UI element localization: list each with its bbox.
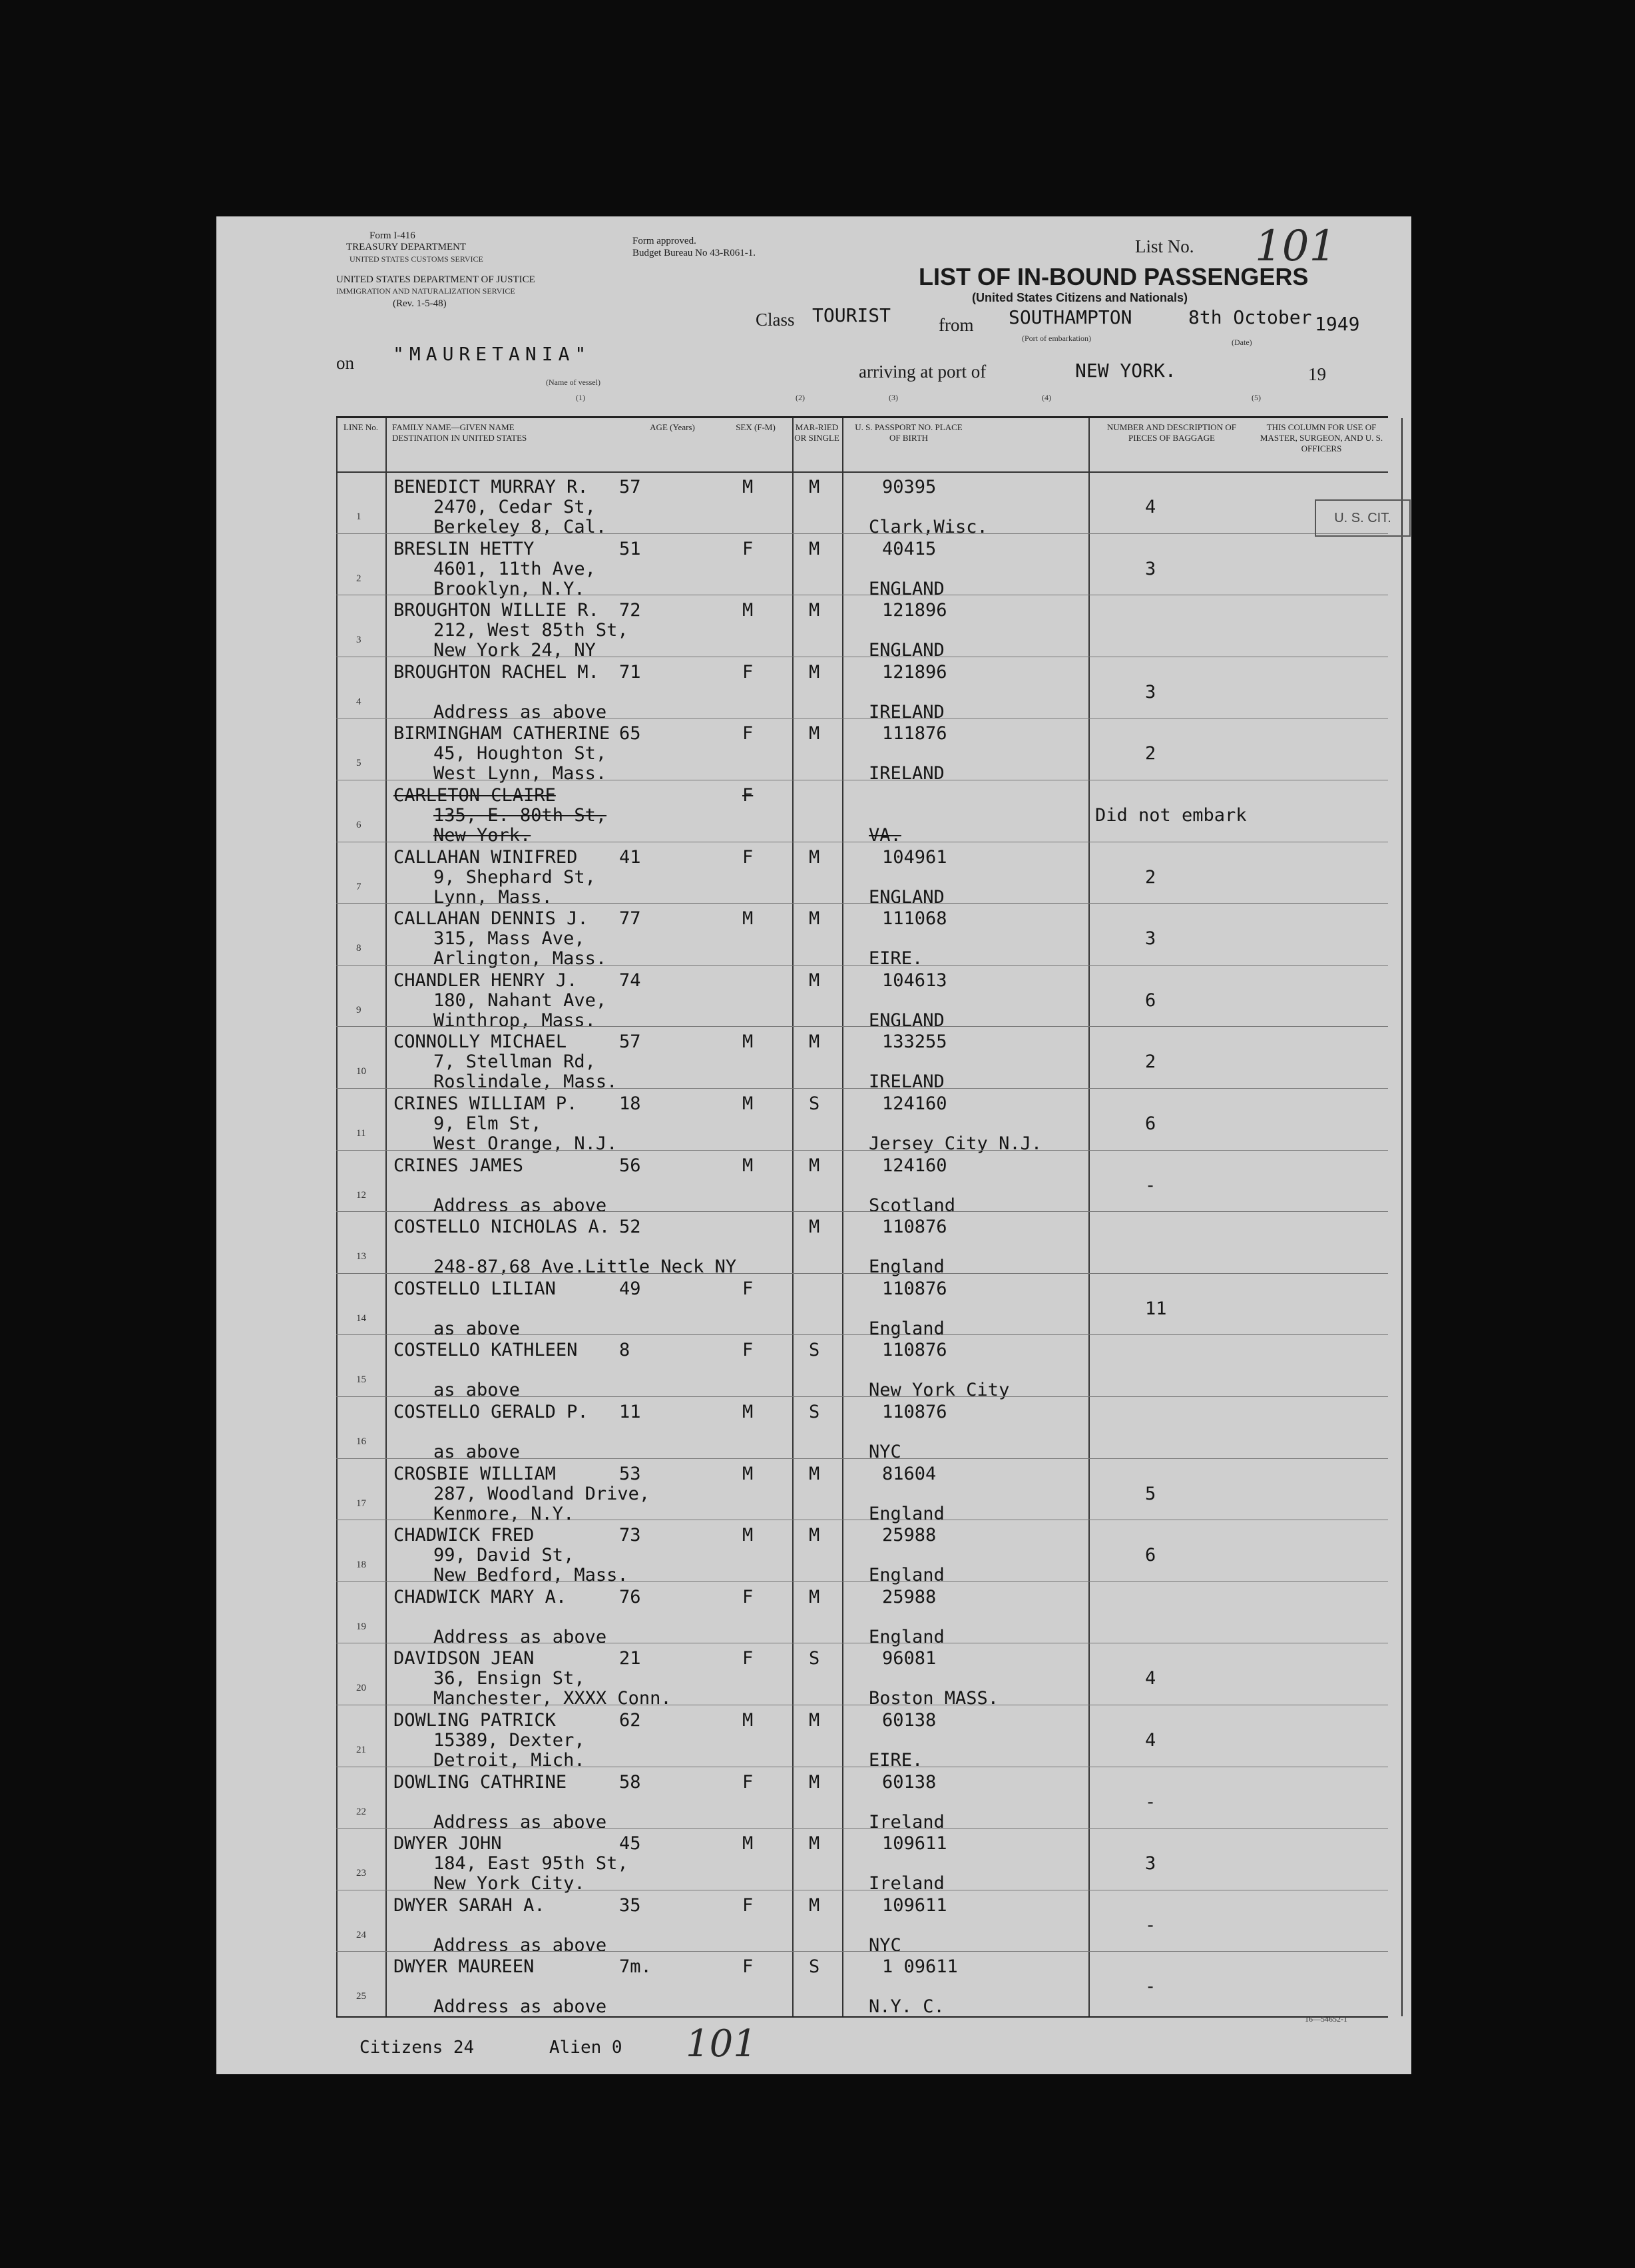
- document-subtitle: (United States Citizens and Nationals): [972, 291, 1188, 304]
- age-value: 73: [619, 1525, 641, 1546]
- marital-status: M: [809, 1586, 820, 1607]
- baggage-count: 2: [1145, 866, 1156, 888]
- address-line: 15389, Dexter,: [433, 1730, 585, 1751]
- address-line: 7, Stellman Rd,: [433, 1051, 596, 1073]
- marital-status: S: [809, 1648, 820, 1669]
- line-number: 13: [356, 1251, 366, 1263]
- passport-number: 111068: [882, 908, 947, 930]
- sex-value: F: [742, 785, 754, 806]
- passenger-name: CALLAHAN WINIFRED: [393, 846, 578, 868]
- address-line: 184, East 95th St,: [433, 1853, 628, 1874]
- age-value: 53: [619, 1463, 641, 1484]
- place-of-birth: Jersey City N.J.: [869, 1133, 1043, 1154]
- sex-value: F: [742, 846, 754, 868]
- address-line: Address as above: [433, 1934, 607, 1956]
- address-line: Address as above: [433, 701, 607, 722]
- place-of-birth: ENGLAND: [869, 640, 945, 661]
- from-label: from: [939, 315, 974, 335]
- column-number: (1): [576, 393, 585, 402]
- place-of-birth: Ireland: [869, 1811, 945, 1833]
- address-line: as above: [433, 1318, 521, 1339]
- age-value: 56: [619, 1155, 641, 1176]
- marital-status: M: [809, 723, 820, 744]
- passenger-name: DOWLING CATHRINE: [393, 1771, 567, 1793]
- sex-value: F: [742, 538, 754, 559]
- age-value: 11: [619, 1402, 641, 1422]
- place-of-birth: N.Y. C.: [869, 1996, 945, 2018]
- address-line: 9, Elm St,: [433, 1113, 542, 1134]
- line-number: 4: [356, 696, 361, 707]
- address-line: as above: [433, 1442, 521, 1462]
- marital-status: S: [809, 1402, 820, 1422]
- marital-status: M: [809, 661, 820, 683]
- baggage-count: 2: [1145, 1051, 1156, 1073]
- place-of-birth: NYC: [869, 1934, 901, 1956]
- passenger-name: COSTELLO NICHOLAS A.: [393, 1217, 610, 1238]
- passport-number: 110876: [882, 1278, 947, 1299]
- baggage-count: 6: [1145, 1545, 1156, 1566]
- passport-number: 110876: [882, 1340, 947, 1361]
- line-number: 2: [356, 573, 361, 584]
- sex-value: F: [742, 1278, 754, 1299]
- list-label: List No.: [1135, 236, 1194, 256]
- age-value: 41: [619, 846, 641, 868]
- date-caption: (Date): [1232, 338, 1252, 347]
- form-approved: Form approved.: [632, 236, 696, 246]
- sex-value: M: [742, 1031, 754, 1053]
- handwritten-list-number: 101: [686, 2022, 757, 2066]
- passenger-name: CHADWICK MARY A.: [393, 1586, 567, 1607]
- marital-status: M: [809, 1155, 820, 1176]
- ins-service: IMMIGRATION AND NATURALIZATION SERVICE: [336, 286, 515, 296]
- marital-status: S: [809, 1956, 820, 1978]
- form-number: Form I-416: [369, 230, 415, 241]
- header-name: FAMILY NAME—GIVEN NAME DESTINATION IN UNITED STATES: [392, 422, 527, 443]
- baggage-count: 4: [1145, 1668, 1156, 1689]
- age-value: 57: [619, 477, 641, 497]
- header-passport: U. S. PASSPORT NO. PLACE OF BIRTH: [855, 422, 963, 443]
- passport-number: 124160: [882, 1093, 947, 1114]
- line-number: 11: [356, 1128, 366, 1139]
- sex-value: M: [742, 908, 754, 930]
- place-of-birth: New York City: [869, 1380, 1010, 1401]
- age-value: 58: [619, 1771, 641, 1793]
- place-of-birth: IRELAND: [869, 1071, 945, 1093]
- marital-status: M: [809, 1710, 820, 1731]
- age-value: 62: [619, 1710, 641, 1731]
- port-caption: (Port of embarkation): [1022, 334, 1091, 343]
- baggage-count: 3: [1145, 681, 1156, 703]
- arrival-year: 19: [1308, 364, 1326, 384]
- marital-status: M: [809, 846, 820, 868]
- port-of-embarkation: SOUTHAMPTON: [1009, 306, 1132, 328]
- sex-value: F: [742, 1894, 754, 1916]
- passenger-name: CARLETON CLAIRE: [393, 785, 556, 806]
- age-value: 21: [619, 1648, 641, 1669]
- age-value: 71: [619, 661, 641, 683]
- place-of-birth: Boston MASS.: [869, 1688, 999, 1709]
- place-of-birth: ENGLAND: [869, 578, 945, 599]
- address-line: Winthrop, Mass.: [433, 1009, 596, 1031]
- age-value: 45: [619, 1833, 641, 1854]
- baggage-count: -: [1145, 1791, 1156, 1813]
- budget-bureau: Budget Bureau No 43-R061-1.: [632, 248, 756, 258]
- place-of-birth: IRELAND: [869, 763, 945, 784]
- passport-number: 25988: [882, 1586, 937, 1607]
- passport-number: 121896: [882, 661, 947, 683]
- marital-status: M: [809, 538, 820, 559]
- line-number: 19: [356, 1621, 366, 1632]
- place-of-birth: Ireland: [869, 1873, 945, 1894]
- passport-number: 110876: [882, 1402, 947, 1422]
- address-line: 315, Mass Ave,: [433, 928, 585, 950]
- marital-status: M: [809, 477, 820, 497]
- age-value: 7m.: [619, 1956, 652, 1978]
- passport-number: 60138: [882, 1771, 937, 1793]
- passenger-table: [336, 416, 1388, 2018]
- place-of-birth: NYC: [869, 1442, 901, 1462]
- line-number: 18: [356, 1559, 366, 1571]
- passenger-name: BENEDICT MURRAY R.: [393, 477, 588, 497]
- address-line: West Orange, N.J.: [433, 1133, 618, 1154]
- sex-value: M: [742, 1525, 754, 1546]
- passenger-name: CHANDLER HENRY J.: [393, 970, 578, 991]
- baggage-count: 6: [1145, 1113, 1156, 1134]
- address-line: New Bedford, Mass.: [433, 1565, 628, 1586]
- address-line: 4601, 11th Ave,: [433, 558, 596, 579]
- place-of-birth: England: [869, 1626, 945, 1647]
- sex-value: M: [742, 1710, 754, 1731]
- us-citizen-stamp: U. S. CIT.: [1315, 499, 1411, 537]
- age-value: 65: [619, 723, 641, 744]
- age-value: 77: [619, 908, 641, 930]
- passport-number: 96081: [882, 1648, 937, 1669]
- line-number: 12: [356, 1189, 366, 1201]
- passenger-name: COSTELLO LILIAN: [393, 1278, 556, 1299]
- passport-number: 40415: [882, 538, 937, 559]
- address-line: 180, Nahant Ave,: [433, 990, 607, 1011]
- age-value: 51: [619, 538, 641, 559]
- line-number: 23: [356, 1868, 366, 1879]
- class-value: TOURIST: [812, 304, 891, 326]
- address-line: 45, Houghton St,: [433, 743, 607, 764]
- marital-status: M: [809, 1217, 820, 1238]
- baggage-count: -: [1145, 1914, 1156, 1936]
- address-line: Detroit, Mich.: [433, 1750, 585, 1771]
- sex-value: F: [742, 1586, 754, 1607]
- passport-number: 110876: [882, 1217, 947, 1238]
- address-line: New York City.: [433, 1873, 585, 1894]
- address-line: Lynn, Mass.: [433, 886, 553, 908]
- age-value: 72: [619, 600, 641, 621]
- place-of-birth: ENGLAND: [869, 1009, 945, 1031]
- address-line: New York 24, NY: [433, 640, 596, 661]
- passenger-name: CALLAHAN DENNIS J.: [393, 908, 588, 930]
- line-number: 8: [356, 943, 361, 954]
- passenger-name: DWYER SARAH A.: [393, 1894, 545, 1916]
- on-label: on: [336, 353, 354, 373]
- passenger-name: BROUGHTON WILLIE R.: [393, 600, 599, 621]
- line-number: 10: [356, 1066, 366, 1077]
- address-line: Brooklyn, N.Y.: [433, 578, 585, 599]
- place-of-birth: England: [869, 1503, 945, 1524]
- place-of-birth: EIRE.: [869, 948, 923, 970]
- passport-number: 104613: [882, 970, 947, 991]
- age-value: 35: [619, 1894, 641, 1916]
- column-number: (2): [796, 393, 805, 402]
- passenger-name: CONNOLLY MICHAEL: [393, 1031, 567, 1053]
- list-number: 101: [1255, 222, 1337, 271]
- sex-value: M: [742, 1093, 754, 1114]
- sex-value: M: [742, 477, 754, 497]
- line-number: 5: [356, 758, 361, 769]
- address-line: 36, Ensign St,: [433, 1668, 585, 1689]
- line-number: 16: [356, 1436, 366, 1447]
- baggage-count: 11: [1145, 1298, 1167, 1319]
- document-title: LIST OF IN-BOUND PASSENGERS: [919, 263, 1309, 290]
- marital-status: M: [809, 970, 820, 991]
- age-value: 76: [619, 1586, 641, 1607]
- sex-value: M: [742, 600, 754, 621]
- marital-status: S: [809, 1340, 820, 1361]
- passport-number: 60138: [882, 1710, 937, 1731]
- line-number: 9: [356, 1004, 361, 1015]
- marital-status: M: [809, 600, 820, 621]
- passenger-name: BRESLIN HETTY: [393, 538, 535, 559]
- passenger-name: DWYER JOHN: [393, 1833, 502, 1854]
- header-officers: THIS COLUMN FOR USE OF MASTER, SURGEON, AND U. S. OFFICERS: [1260, 422, 1383, 453]
- sex-value: F: [742, 723, 754, 744]
- place-of-birth: IRELAND: [869, 701, 945, 722]
- column-number: (5): [1252, 393, 1261, 402]
- citizens-count: Citizens 24: [359, 2038, 475, 2058]
- baggage-count: 2: [1145, 743, 1156, 764]
- address-line: 135, E. 80th St,: [433, 805, 607, 826]
- place-of-birth: England: [869, 1318, 945, 1339]
- arrival-port: NEW YORK.: [1075, 360, 1176, 382]
- line-number: 3: [356, 635, 361, 646]
- baggage-count: 4: [1145, 497, 1156, 517]
- address-line: 9, Shephard St,: [433, 866, 596, 888]
- age-value: 74: [619, 970, 641, 991]
- place-of-birth: EIRE.: [869, 1750, 923, 1771]
- line-number: 20: [356, 1683, 366, 1694]
- line-number: 21: [356, 1745, 366, 1755]
- marital-status: M: [809, 1525, 820, 1546]
- treasury-dept: TREASURY DEPARTMENT: [346, 242, 467, 252]
- age-value: 49: [619, 1278, 641, 1299]
- passport-number: 124160: [882, 1155, 947, 1176]
- address-line: Arlington, Mass.: [433, 948, 607, 970]
- passport-number: 104961: [882, 846, 947, 868]
- baggage-count: 5: [1145, 1483, 1156, 1504]
- passport-number: 25988: [882, 1525, 937, 1546]
- passport-number: 121896: [882, 600, 947, 621]
- passport-number: 133255: [882, 1031, 947, 1053]
- baggage-count: 3: [1145, 1853, 1156, 1874]
- header-sex: SEX (F-M): [736, 422, 776, 432]
- passenger-name: COSTELLO GERALD P.: [393, 1402, 588, 1422]
- sex-value: M: [742, 1833, 754, 1854]
- address-line: Kenmore, N.Y.: [433, 1503, 575, 1524]
- passenger-name: BROUGHTON RACHEL M.: [393, 661, 599, 683]
- address-line: 212, West 85th St,: [433, 620, 628, 641]
- address-line: 2470, Cedar St,: [433, 497, 596, 517]
- class-label: Class: [756, 310, 795, 330]
- address-line: Roslindale, Mass.: [433, 1071, 618, 1093]
- sex-value: F: [742, 1771, 754, 1793]
- vessel-name: "MAURETANIA": [393, 343, 592, 365]
- sex-value: F: [742, 1648, 754, 1669]
- address-line: Address as above: [433, 1811, 607, 1833]
- sex-value: F: [742, 1340, 754, 1361]
- revision: (Rev. 1-5-48): [393, 298, 447, 309]
- baggage-count: -: [1145, 1976, 1156, 1998]
- sex-value: M: [742, 1155, 754, 1176]
- header-line-no: LINE No.: [344, 422, 378, 432]
- address-line: Address as above: [433, 1195, 607, 1216]
- baggage-count: 3: [1145, 928, 1156, 950]
- embark-year: 1949: [1315, 313, 1360, 335]
- address-line: 248-87,68 Ave.Little Neck NY: [433, 1257, 737, 1278]
- alien-count: Alien 0: [549, 2038, 622, 2058]
- place-of-birth: VA.: [869, 825, 901, 846]
- baggage-count: 6: [1145, 990, 1156, 1011]
- line-number: 15: [356, 1374, 366, 1386]
- address-line: New York.: [433, 825, 531, 846]
- address-line: 287, Woodland Drive,: [433, 1483, 650, 1504]
- passenger-name: BIRMINGHAM CATHERINE: [393, 723, 610, 744]
- passenger-name: CHADWICK FRED: [393, 1525, 535, 1546]
- sex-value: M: [742, 1402, 754, 1422]
- age-value: 52: [619, 1217, 641, 1238]
- passport-number: 1 09611: [882, 1956, 958, 1978]
- sex-value: M: [742, 1463, 754, 1484]
- passenger-name: CROSBIE WILLIAM: [393, 1463, 556, 1484]
- address-line: Address as above: [433, 1996, 607, 2018]
- passport-number: 81604: [882, 1463, 937, 1484]
- marital-status: M: [809, 1031, 820, 1053]
- passenger-name: COSTELLO KATHLEEN: [393, 1340, 578, 1361]
- passport-number: 111876: [882, 723, 947, 744]
- place-of-birth: England: [869, 1565, 945, 1586]
- passenger-name: CRINES JAMES: [393, 1155, 524, 1176]
- sex-value: F: [742, 1956, 754, 1978]
- marital-status: M: [809, 1771, 820, 1793]
- header-married: MAR-RIED OR SINGLE: [794, 422, 839, 443]
- address-line: Berkeley 8, Cal.: [433, 517, 607, 537]
- address-line: as above: [433, 1380, 521, 1401]
- line-number: 1: [356, 511, 361, 522]
- justice-dept: UNITED STATES DEPARTMENT OF JUSTICE: [336, 274, 535, 285]
- line-number: 25: [356, 1991, 366, 2002]
- age-value: 57: [619, 1031, 641, 1053]
- passport-number: 109611: [882, 1894, 947, 1916]
- address-line: 99, David St,: [433, 1545, 575, 1566]
- passenger-name: DOWLING PATRICK: [393, 1710, 556, 1731]
- line-number: 24: [356, 1929, 366, 1940]
- address-line: Manchester, XXXX Conn.: [433, 1688, 672, 1709]
- column-number: (4): [1042, 393, 1051, 402]
- manifest-sheet: [216, 216, 1411, 2074]
- column-number: (3): [889, 393, 898, 402]
- passport-number: 90395: [882, 477, 937, 497]
- line-number: 22: [356, 1806, 366, 1817]
- sex-value: F: [742, 661, 754, 683]
- line-number: 17: [356, 1498, 366, 1509]
- line-number: 6: [356, 820, 361, 830]
- baggage-count: Did not embark: [1095, 805, 1247, 826]
- passenger-name: DWYER MAUREEN: [393, 1956, 535, 1978]
- place-of-birth: Scotland: [869, 1195, 956, 1216]
- place-of-birth: England: [869, 1257, 945, 1278]
- customs-service: UNITED STATES CUSTOMS SERVICE: [350, 254, 483, 264]
- footer-form-number: 16—54652-1: [1305, 2014, 1347, 2024]
- marital-status: M: [809, 1463, 820, 1484]
- place-of-birth: Clark,Wisc.: [869, 517, 988, 537]
- marital-status: M: [809, 1894, 820, 1916]
- passport-number: 109611: [882, 1833, 947, 1854]
- address-line: West Lynn, Mass.: [433, 763, 607, 784]
- header-baggage: NUMBER AND DESCRIPTION OF PIECES OF BAGGAGE: [1107, 422, 1236, 443]
- header-age: AGE (Years): [650, 422, 695, 432]
- age-value: 18: [619, 1093, 641, 1114]
- line-number: 14: [356, 1312, 366, 1324]
- vessel-caption: (Name of vessel): [546, 378, 600, 387]
- age-value: 8: [619, 1340, 630, 1361]
- passenger-name: DAVIDSON JEAN: [393, 1648, 535, 1669]
- baggage-count: 3: [1145, 558, 1156, 579]
- passenger-name: CRINES WILLIAM P.: [393, 1093, 578, 1114]
- baggage-count: 4: [1145, 1730, 1156, 1751]
- embark-date: 8th October: [1188, 306, 1312, 328]
- address-line: Address as above: [433, 1626, 607, 1647]
- marital-status: M: [809, 908, 820, 930]
- line-number: 7: [356, 881, 361, 892]
- marital-status: S: [809, 1093, 820, 1114]
- marital-status: M: [809, 1833, 820, 1854]
- baggage-count: -: [1145, 1175, 1156, 1196]
- place-of-birth: ENGLAND: [869, 886, 945, 908]
- arriving-label: arriving at port of: [859, 362, 987, 382]
